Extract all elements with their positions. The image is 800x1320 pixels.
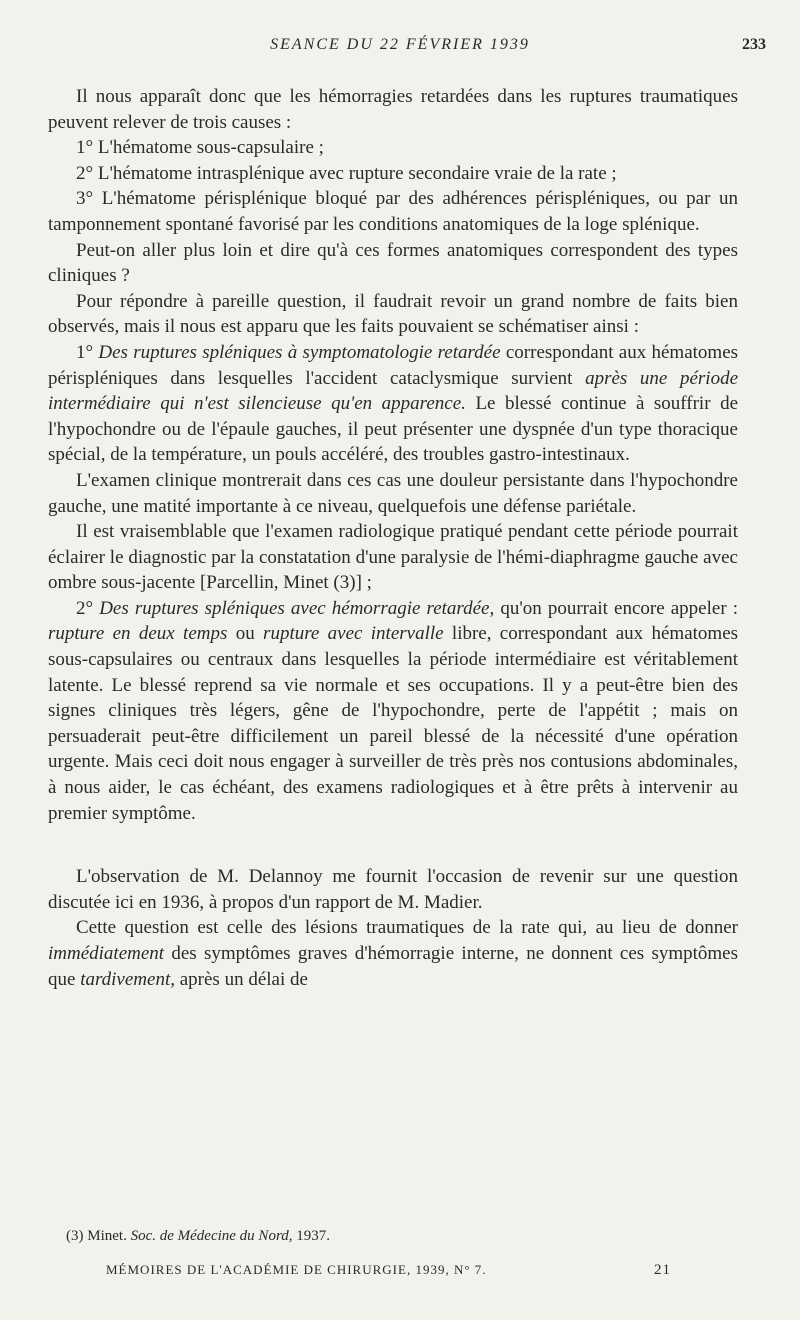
paragraph: Il nous apparaît donc que les hémorragies retardées dans les ruptures traumatiques peuvent relever de trois causes : bbox=[48, 86, 738, 133]
paragraph bbox=[48, 340, 738, 468]
italic-phrase: Des ruptures spléniques avec hémorragie retardée, bbox=[99, 597, 495, 619]
text-run: des symptômes graves d'hémorragie interne, ne donnent ces symptômes que bbox=[48, 943, 739, 990]
italic-phrase: tardivement, bbox=[80, 968, 175, 990]
italic-phrase: Des ruptures spléniques à symptomatologie retardée bbox=[98, 341, 501, 363]
footer-text: MÉMOIRES DE L'ACADÉMIE DE CHIRURGIE, 1939, N° 7. bbox=[106, 1262, 487, 1277]
paragraph: Peut-on aller plus loin et dire qu'à ces formes anatomiques correspondent des types cliniques ? bbox=[48, 239, 738, 287]
italic-phrase: rupture en deux temps bbox=[48, 623, 228, 645]
paragraph: Il est vraisemblable que l'examen radiologique pratiqué pendant cette période pourrait éclairer le diagnostic par la constatation d'une paralysie de l'hémi-diaphragme gauche avec ombre sous-jacente [Parcellin, Minet (3)] ; bbox=[48, 521, 738, 594]
list-number: 2° bbox=[76, 597, 94, 619]
paragraph bbox=[48, 596, 738, 826]
paragraph: L'observation de M. Delannoy me fournit l'occasion de revenir sur une question discutée ici en 1936, à propos d'un rapport de M. Madier. bbox=[48, 866, 738, 913]
footnote-journal: Soc. de Médecine du Nord, bbox=[130, 1228, 293, 1244]
page-number: 233 bbox=[742, 36, 766, 53]
paragraph: 3° L'hématome périsplénique bloqué par des adhérences périspléniques, ou par un tamponnement spontané favorisé par les conditions anatomiques de la loge splénique. bbox=[48, 188, 738, 235]
paragraph: L'examen clinique montrerait dans ces cas une douleur persistante dans l'hypochondre gauche, une matité importante à ce niveau, quelquefois une défense pariétale. bbox=[48, 469, 738, 517]
running-head: SEANCE DU 22 FÉVRIER 1939 bbox=[270, 36, 530, 53]
paragraph: Pour répondre à pareille question, il faudrait revoir un grand nombre de faits bien observés, mais il nous est apparu que les faits pouvaient se schématiser ainsi : bbox=[48, 290, 738, 338]
footnote-text: (3) Minet. bbox=[66, 1228, 127, 1244]
paragraph: 1° L'hématome sous-capsulaire ; bbox=[76, 137, 324, 159]
footnote-year: 1937. bbox=[296, 1228, 330, 1244]
page-header bbox=[0, 36, 800, 60]
text-run: qu'on pourrait encore appeler : bbox=[500, 597, 739, 619]
signature-number: 21 bbox=[654, 1262, 671, 1278]
footnote bbox=[66, 1228, 330, 1245]
text-run: Cette question est celle des lésions traumatiques de la rate qui, au lieu de donner bbox=[76, 917, 738, 939]
text-run: correspondant aux hématomes périspléniques dans lesquelles l'accident cataclysmique survient bbox=[48, 341, 739, 389]
text-run: ou bbox=[235, 623, 255, 645]
italic-phrase: après une période intermédiaire qui n'est silencieuse qu'en apparence. bbox=[48, 367, 738, 415]
text-run: Le blessé continue à souffrir de l'hypochondre ou de l'épaule gauches, il peut présenter une dyspnée d'un type thoracique spécial, de la température, un pouls accéléré, des troubles gastro-intestinaux. bbox=[48, 393, 739, 466]
text-run: libre, correspondant aux hématomes sous-capsulaires ou centraux dans lesquelles la période intermédiaire est véritablement latente. Le blessé reprend sa vie normale et ses occupations. Il y a peut-être bien des signes cliniques très légers, gêne de l'hypochondre, perte de l'appétit ; mais on persuaderait peut-être difficilement un pareil blessé de la nécessité d'une opération urgente. Mais ceci doit nous engager à surveiller de très près nos contusions abdominales, à nous aider, le cas échéant, des examens radiologiques et à être prêts à intervenir au premier symptôme. bbox=[48, 623, 739, 824]
body-text bbox=[48, 84, 738, 992]
italic-phrase: immédiatement bbox=[48, 943, 165, 964]
list-number: 1° bbox=[76, 341, 94, 363]
paragraph: 2° L'hématome intrasplénique avec rupture secondaire vraie de la rate ; bbox=[76, 162, 617, 184]
paragraph bbox=[48, 915, 738, 992]
italic-phrase: rupture avec intervalle bbox=[263, 623, 444, 645]
text-run: après un délai de bbox=[179, 968, 308, 990]
